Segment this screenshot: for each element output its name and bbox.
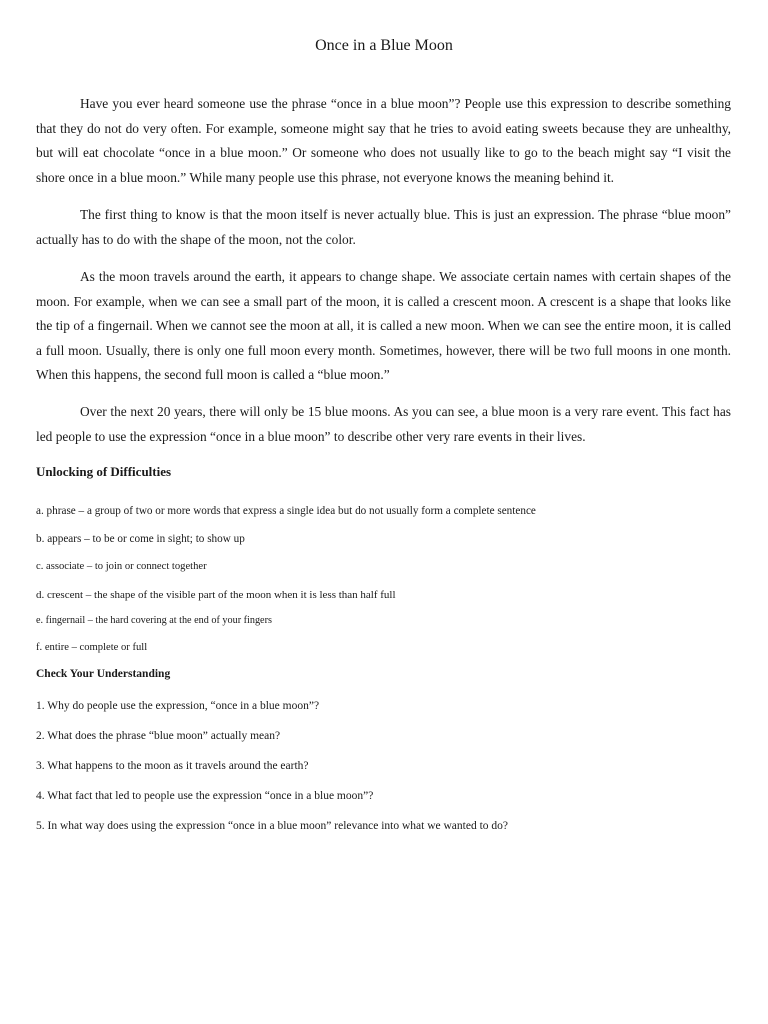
body-paragraph-3: As the moon travels around the earth, it appears to change shape. We associate certain names with certain shapes of the moon. For example, when we can see a small part of the moon, it is called a crescent moon. A crescent is a shape that looks like the tip of a fingernail. When we cannot see the moon at all, it is called a new moon. When we can see the entire moon, it is called a full moon. Usually, there is only one full moon every month. Sometimes, however, there will be two full moons in one month. When this happens, the second full moon is called a “blue moon.”	[36, 269, 731, 383]
body-paragraph-2: The first thing to know is that the moon itself is never actually blue. This is just an expression. The phrase “blue moon” actually has to do with the shape of the moon, not the color.	[36, 207, 731, 247]
vocab-item-e: e. fingernail – the hard covering at the end of your fingers	[36, 615, 272, 626]
questions-heading: Check Your Understanding	[36, 668, 171, 680]
body-paragraph-1: Have you ever heard someone use the phrase “once in a blue moon”? People use this expression to describe something that they do not do very often. For example, someone might say that he tries to avoid eating sweets because they are unhealthy, but will eat chocolate “once in a blue moon.” Or someone who does not usually like to go to the beach might say “I visit the shore once in a blue moon.” While many people use this phrase, not everyone knows the meaning behind it.	[36, 96, 731, 185]
question-3: 3. What happens to the moon as it travels around the earth?	[36, 760, 309, 772]
vocab-item-d: d. crescent – the shape of the visible part of the moon when it is less than half full	[36, 589, 396, 601]
body-paragraph-4: Over the next 20 years, there will only be 15 blue moons. As you can see, a blue moon is a very rare event. This fact has led people to use the expression “once in a blue moon” to describe other very rare events in their lives.	[36, 404, 731, 444]
question-1: 1. Why do people use the expression, “once in a blue moon”?	[36, 700, 320, 712]
question-5: 5. In what way does using the expression “once in a blue moon” relevance into what we wanted to do?	[36, 820, 508, 832]
question-2: 2. What does the phrase “blue moon” actually mean?	[36, 730, 281, 742]
document-title: Once in a Blue Moon	[315, 37, 453, 54]
question-4: 4. What fact that led to people use the expression “once in a blue moon”?	[36, 790, 374, 802]
vocab-item-c: c. associate – to join or connect together	[36, 561, 207, 572]
vocab-heading: Unlocking of Difficulties	[36, 464, 172, 479]
vocab-item-a: a. phrase – a group of two or more words that express a single idea but do not usually form a complete sentence	[36, 505, 536, 517]
vocab-item-b: b. appears – to be or come in sight; to show up	[36, 533, 245, 545]
vocab-item-f: f. entire – complete or full	[36, 642, 148, 653]
